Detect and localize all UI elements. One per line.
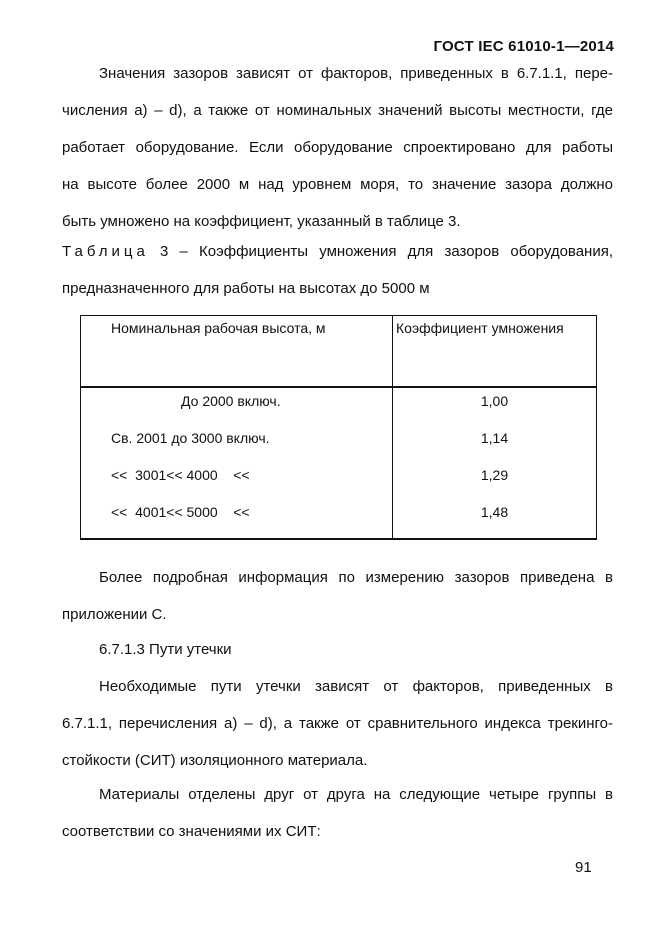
text-line: стойкости (СИТ) изоляционного материала.: [62, 752, 368, 769]
caption-line: предназначенного для работы на высотах до 5000 м: [62, 280, 430, 297]
creepage-paragraph: [62, 668, 613, 779]
text-line: Необходимые пути утечки зависят от факторов, приведенных в: [99, 678, 613, 695]
materials-paragraph: [62, 776, 613, 850]
header-altitude: Номинальная рабочая высота, м: [111, 320, 326, 336]
page-number: 91: [575, 859, 592, 876]
text-line: Материалы отделены друг от друга на следующие четыре группы в: [99, 786, 613, 803]
factor-cell: 1,48: [480, 504, 509, 520]
caption-dash: –: [179, 243, 188, 260]
altitude-cell: << 3001<< 4000 <<: [111, 467, 250, 483]
table-header-cell: [81, 316, 393, 388]
section-heading: 6.7.1.3 Пути утечки: [99, 641, 232, 658]
text-line: 6.7.1.1, перечисления а) – d), а также от сравнительного индекса трекинго-: [62, 715, 613, 732]
details-paragraph: [62, 559, 613, 633]
altitude-cell: Св. 2001 до 3000 включ.: [111, 430, 270, 446]
table-caption: [62, 233, 613, 307]
caption-title: Коэффициенты умножения для зазоров оборудования,: [199, 243, 614, 260]
header-factor: Коэффициент умножения: [396, 320, 564, 336]
factor-column: [393, 387, 597, 539]
altitude-cell: До 2000 включ.: [181, 393, 281, 409]
clearance-paragraph: [62, 55, 613, 240]
factor-cell: 1,14: [480, 430, 509, 446]
text-line: на высоте более 2000 м над уровнем моря, то значение зазора должно: [62, 176, 613, 193]
section-heading-block: [62, 631, 613, 668]
text-line: работает оборудование. Если оборудование спроектировано для работы: [62, 139, 613, 156]
multiplication-factor-table: [80, 315, 597, 540]
text-line: быть умножено на коэффициент, указанный в таблице 3.: [62, 213, 461, 230]
text-line: числения а) – d), а также от номинальных значений высоты местности, где: [62, 102, 613, 119]
text-line: соответствии со значениями их СИТ:: [62, 823, 321, 840]
caption-number: 3: [160, 243, 169, 260]
factor-cell: 1,00: [480, 393, 509, 409]
caption-line: [62, 233, 613, 270]
text-line: Значения зазоров зависят от факторов, приведенных в 6.7.1.1, пере-: [99, 65, 613, 82]
text-line: Более подробная информация по измерению зазоров приведена в: [99, 569, 613, 586]
altitude-cell: << 4001<< 5000 <<: [111, 504, 250, 520]
altitude-column: [81, 387, 393, 539]
document-header: ГОСТ IEC 61010-1—2014: [433, 38, 614, 55]
factor-cell: 1,29: [480, 467, 509, 483]
table-header-row: [81, 316, 597, 388]
text-line: приложении С.: [62, 606, 167, 623]
table-body-row: [81, 387, 597, 539]
caption-label: Таблица: [62, 243, 149, 260]
table-header-cell: [393, 316, 597, 388]
